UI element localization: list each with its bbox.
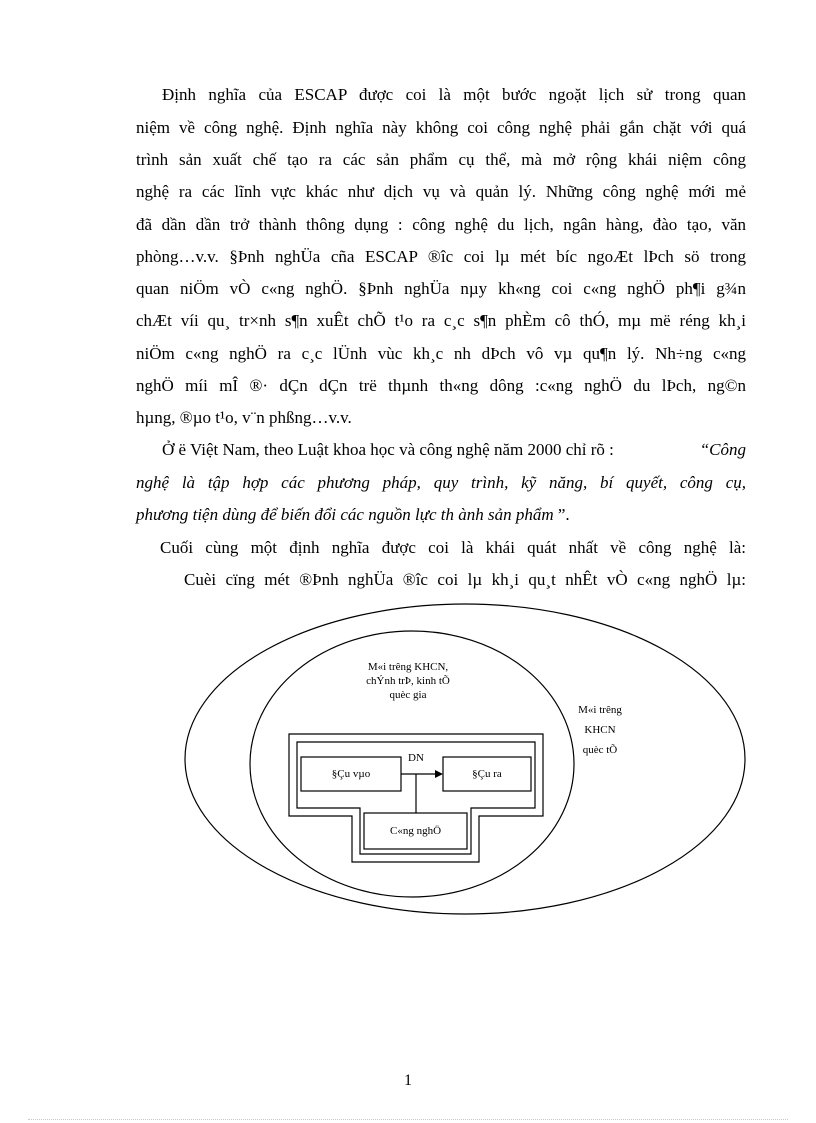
law-quote-close: ”. [553,505,570,524]
law-quote-text: phương tiện dùng để biến đổi các nguồn lực th ành sản phẩm [136,505,554,524]
input-label: §Çu vµo [331,768,371,780]
footer-divider [28,1119,788,1120]
paragraph-line: hµng, ®µo t¹o, v¨n phßng…v.v. [136,408,352,427]
national-env-line: chÝnh trÞ, kinh tÕ [366,675,450,687]
page-number: 1 [404,1072,412,1089]
paragraph-line: phòng…v.v. §Þnh nghÜa cña ESCAP ®îc coi lµ mét bíc ngoÆt lÞch sö trong [136,247,746,266]
paragraph-line: niÖm c«ng nghÖ ra c¸c lÜnh vùc kh¸c nh dÞch vô vµ qu¶n lý. Nh÷ng c«ng [136,344,746,363]
paragraph-line: quan niÖm vÒ c«ng nghÖ. §Þnh nghÜa nµy kh«ng coi c«ng nghÖ ph¶i g¾n [136,279,746,298]
law-quote-last-line [136,504,746,526]
paragraph-line: nghệ ra các lĩnh vực khác như dịch vụ và quản lý. Những công nghệ mới mẻ [136,182,746,201]
paragraph-line: nghÖ míi mÎ ®· dÇn dÇn trë thµnh th«ng dông :c«ng nghÖ du lÞch, ng©n [136,376,746,395]
national-env-line: quèc gia [389,689,427,701]
output-label: §Çu ra [472,768,502,780]
final-line-legacy: Cuèi cïng mét ®Þnh nghÜa ®îc coi lµ kh¸i qu¸t nhÊt vÒ c«ng nghÖ lµ: [184,570,746,589]
international-environment-label [560,700,640,760]
paragraph-line: đã dần dần trở thành thông dụng : công nghệ du lịch, ngân hàng, đào tạo, văn [136,215,746,234]
international-env-line: KHCN [584,724,616,736]
national-environment-label [343,660,473,702]
international-env-line: quèc tÕ [582,744,618,756]
international-env-line: M«i trêng [578,704,622,716]
enterprise-label: DN [408,752,424,764]
law-intro-line [136,439,746,461]
paragraph-line: Định nghĩa của ESCAP được coi là một bước ngoặt lịch sử trong quan [162,85,746,104]
technology-label: C«ng nghÖ [389,825,442,837]
international-environment-ellipse [185,604,745,914]
law-quote-line: nghệ là tập hợp các phương pháp, quy trình, kỹ năng, bí quyết, công cụ, [136,473,746,492]
paragraph-line: trình sản xuất chế tạo ra các sản phẩm cụ thể, mà mở rộng khái niệm công [136,150,746,169]
national-env-line: M«i trêng KHCN, [367,661,449,673]
paragraph-line: chÆt víi qu¸ tr×nh s¶n xuÊt chÕ t¹o ra c¸c s¶n phÈm cô thÓ, mµ më réng kh¸i [136,311,746,330]
flow-arrow-head [435,770,443,778]
law-quote-open: “Công [699,440,746,459]
final-line: Cuối cùng một định nghĩa được coi là khái quát nhất về công nghệ là: [160,538,746,557]
law-intro: Ở ë Việt Nam, theo Luật khoa học và công nghệ năm 2000 chỉ rõ : [162,440,614,459]
paragraph-line: niệm về công nghệ. Định nghĩa này không coi công nghệ phải gắn chặt với quá [136,118,746,137]
